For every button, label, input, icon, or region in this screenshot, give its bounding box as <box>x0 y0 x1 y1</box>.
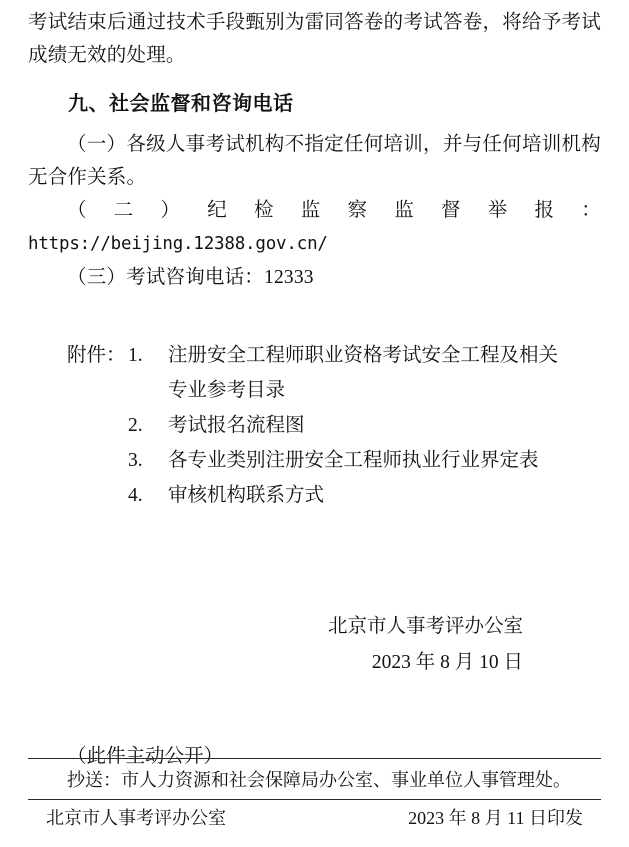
section-heading: 九、社会监督和咨询电话 <box>68 91 294 115</box>
attachment-text: 考试报名流程图 <box>168 415 305 436</box>
attachment-list <box>28 338 601 513</box>
section-item-2 <box>28 194 601 261</box>
footer-print-date: 2023 年 8 月 11 日印发 <box>408 808 583 828</box>
attachment-text-continued: 专业参考目录 <box>168 380 286 401</box>
attachment-label: 附件： <box>67 345 126 366</box>
report-url: https://beijing.12388.gov.cn/ <box>28 234 328 254</box>
top-paragraph: 考试结束后通过技术手段甄别为雷同答卷的考试答卷，将给予考试成绩无效的处理。 <box>28 12 601 66</box>
signature-issuer: 北京市人事考评办公室 <box>327 616 523 637</box>
attachment-text: 各专业类别注册安全工程师执业行业界定表 <box>168 450 539 471</box>
report-label: （二）纪检监察监督举报： <box>67 200 601 221</box>
attachment-text: 注册安全工程师职业资格考试安全工程及相关 <box>168 345 559 366</box>
section-item-3: （三）考试咨询电话：12333 <box>67 267 314 288</box>
attachment-item <box>28 338 601 373</box>
signature-block <box>28 609 601 681</box>
attachment-item <box>28 478 601 513</box>
attachment-number: 3. <box>128 450 143 471</box>
attachment-number: 2. <box>128 415 143 436</box>
footer-cc-line: 抄送：市人力资源和社会保障局办公室、事业单位人事管理处。 <box>67 770 571 790</box>
top-paragraph-block <box>28 0 601 72</box>
page-footer <box>28 758 601 833</box>
section-item-1: （一）各级人事考试机构不指定任何培训，并与任何培训机构无合作关系。 <box>28 134 601 188</box>
footer-bar <box>28 800 601 833</box>
signature-date: 2023 年 8 月 10 日 <box>371 652 523 673</box>
attachment-number: 4. <box>128 485 143 506</box>
attachment-text: 审核机构联系方式 <box>168 485 325 506</box>
attachment-number: 1. <box>128 345 143 366</box>
spacer <box>28 72 601 86</box>
public-disclosure-note: （此件主动公开） <box>67 746 224 767</box>
spacer <box>28 120 601 128</box>
attachment-item <box>28 443 601 478</box>
attachment-item <box>28 408 601 443</box>
footer-issuer: 北京市人事考评办公室 <box>46 808 226 828</box>
